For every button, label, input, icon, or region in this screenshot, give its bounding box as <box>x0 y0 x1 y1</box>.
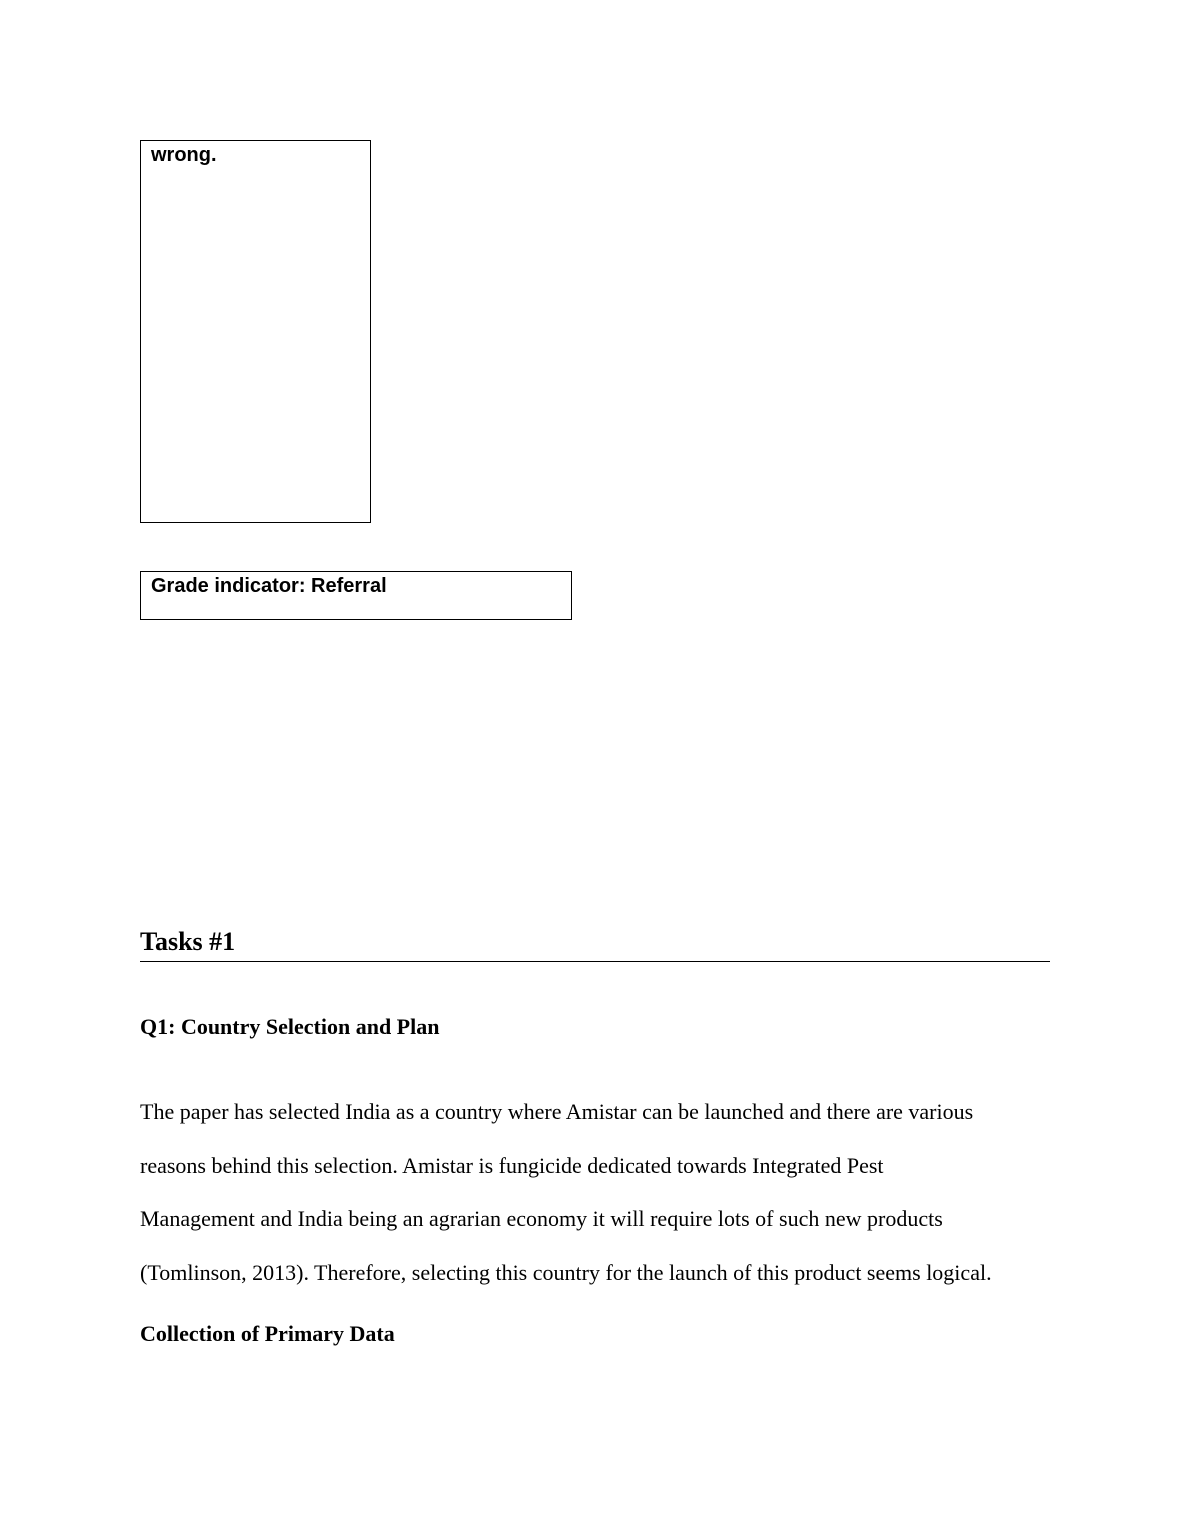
primary-data-heading: Collection of Primary Data <box>140 1321 395 1346</box>
body-paragraph <box>140 1085 1055 1300</box>
feedback-comment-text: wrong. <box>151 144 217 166</box>
section-title: Tasks #1 <box>140 926 1050 962</box>
q1-heading: Q1: Country Selection and Plan <box>140 1014 440 1039</box>
feedback-comment-box <box>140 140 371 523</box>
grade-indicator-text: Grade indicator: Referral <box>151 575 387 597</box>
paragraph-line: (Tomlinson, 2013). Therefore, selecting this country for the launch of this product seems logical. <box>140 1260 992 1286</box>
paragraph-line: reasons behind this selection. Amistar is fungicide dedicated towards Integrated Pest <box>140 1152 884 1178</box>
grade-indicator-box <box>140 571 572 620</box>
paragraph-line: The paper has selected India as a country where Amistar can be launched and there are various <box>140 1099 974 1124</box>
paragraph-line: Management and India being an agrarian economy it will require lots of such new products <box>140 1206 943 1232</box>
